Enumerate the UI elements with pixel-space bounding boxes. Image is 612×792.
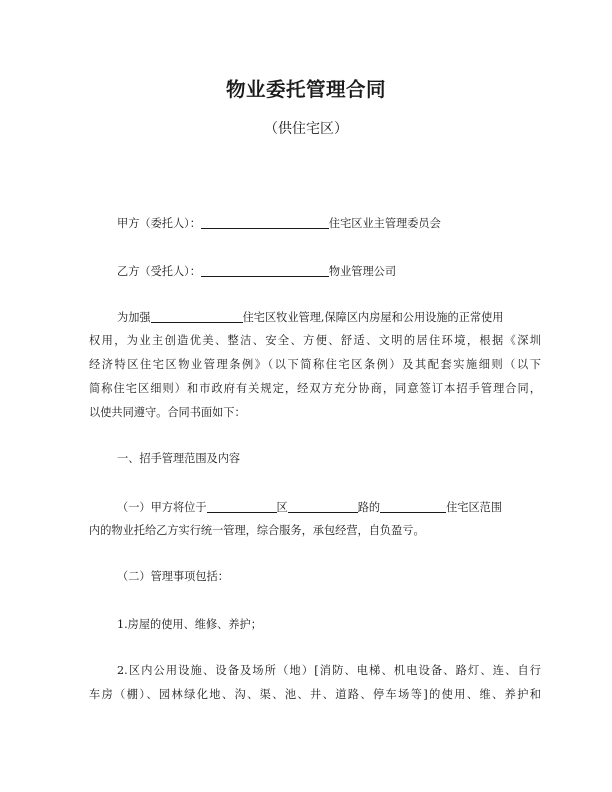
item-1-line-1 <box>117 500 502 515</box>
point-1: 1.房屋的使用、维修、养护； <box>117 618 262 631</box>
item-1-text-a: （一）甲方将位于 <box>117 501 207 514</box>
party-b-suffix: 物业管理公司 <box>328 265 397 278</box>
item-1-text-b: 区 <box>276 501 288 514</box>
party-a-label: 甲方（委托人）： <box>117 217 201 230</box>
intro-line-2: 权用，为业主创造优美、整洁、安全、方便、舒适、文明的居住环境，根据《深圳 <box>89 334 541 347</box>
intro-line-3: 经济特区住宅区物业管理条例》（以下简称住宅区条例）及其配套实施细则（以下 <box>89 358 541 371</box>
item-1-blank-district <box>207 500 277 513</box>
party-a-blank <box>201 216 329 229</box>
party-a-line <box>117 216 441 231</box>
section-heading: 一、招手管理范围及内容 <box>117 452 241 465</box>
item-2-heading: （二）管理事项包括： <box>117 570 229 583</box>
intro-line-1 <box>117 310 503 325</box>
party-a-suffix: 住宅区业主管理委员会 <box>328 217 441 230</box>
party-b-label: 乙方（受托人）： <box>117 265 201 278</box>
intro-line-5: 以使共同遵守。合同书面如下： <box>89 406 246 419</box>
point-2-line-2: 车房（棚）、园林绿化地、沟、渠、池、井、道路、停车场等]的使用、维、养护和 <box>89 688 541 701</box>
intro-suffix: 住宅区牧业管理,保障区内房屋和公用设施的正常使用 <box>242 311 504 324</box>
item-1-text-c: 路的 <box>357 501 381 514</box>
document-title: 物业委托管理合同 <box>225 78 386 101</box>
item-1-line-2: 内的物业托给乙方实行统一管理，综合服务，承包经营，自负盈亏。 <box>89 524 425 537</box>
item-1-blank-area <box>380 500 446 513</box>
point-2-line-1: 2.区内公用设施、设备及场所（地）[消防、电梯、机电设备、路灯、连、自行 <box>117 664 541 677</box>
item-1-text-d: 住宅区范围 <box>446 501 503 514</box>
document-subtitle: （供住宅区） <box>264 121 348 137</box>
intro-blank <box>151 310 243 323</box>
item-1-blank-road <box>288 500 358 513</box>
intro-prefix: 为加强 <box>117 311 151 324</box>
party-b-blank <box>201 264 329 277</box>
intro-line-4: 简称住宅区细则）和市政府有关规定，经双方充分协商，同意签订本招手管理合同， <box>89 382 541 395</box>
party-b-line <box>117 264 396 279</box>
